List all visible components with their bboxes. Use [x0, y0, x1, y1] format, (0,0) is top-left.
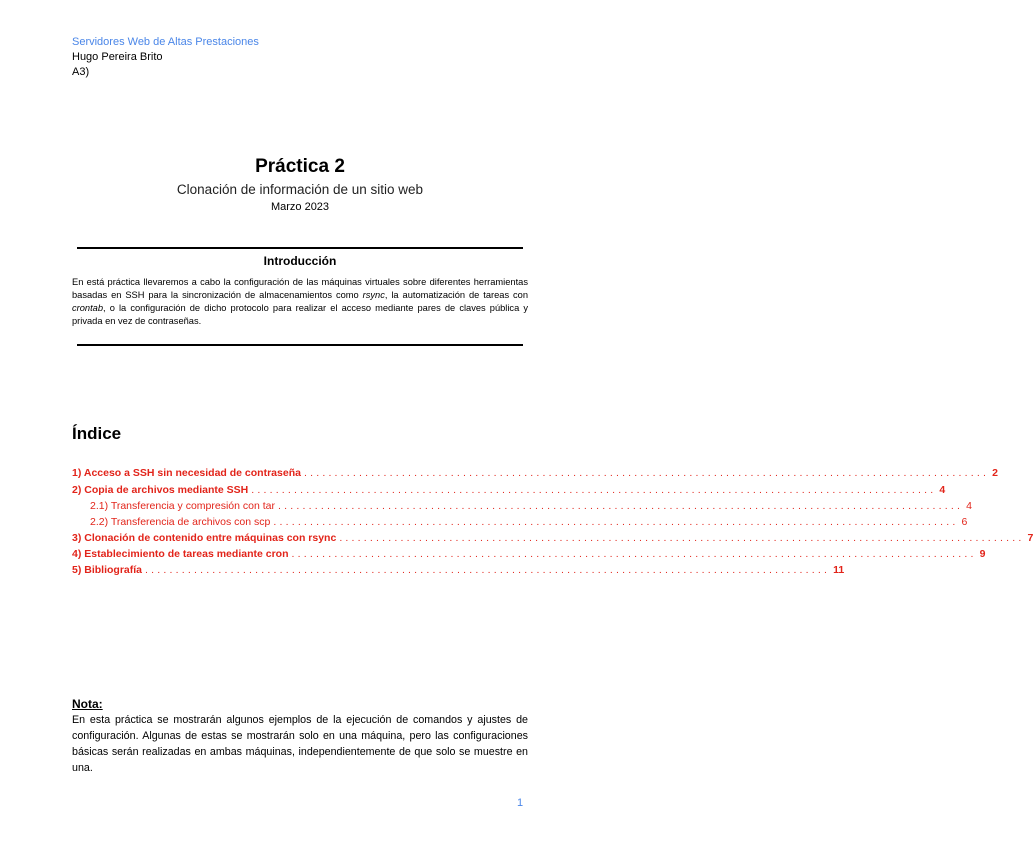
header-author: Hugo Pereira Brito	[72, 51, 163, 63]
toc-entry-page: 9	[979, 548, 986, 560]
toc-leader-dots: ................................................................................................................	[303, 467, 990, 479]
toc-leader-dots: ................................................................................................................	[251, 484, 937, 496]
toc-entry-1[interactable]	[72, 467, 998, 481]
intro-paragraph	[72, 276, 528, 328]
intro-emphasis-rsync: rsync	[362, 290, 385, 300]
toc-leader-dots: ................................................................................................................	[278, 500, 964, 512]
note-heading: Nota:	[72, 697, 103, 711]
page-number: 1	[517, 797, 524, 809]
toc-leader-dots: ................................................................................................................	[145, 564, 831, 576]
top-divider	[77, 247, 523, 249]
toc-leader-dots: ................................................................................................................	[291, 548, 977, 560]
toc-entry-label: 1) Acceso a SSH sin necesidad de contraseña	[72, 467, 301, 479]
toc-entry-label: 2.1) Transferencia y compresión con tar	[90, 500, 276, 512]
intro-text-1: En está práctica llevaremos a cabo la configuración de las máquinas virtuales sobre diferentes herramientas basadas en SSH para la sincronización de almacenamientos como	[72, 277, 528, 300]
toc-entry-label: 4) Establecimiento de tareas mediante cron	[72, 548, 289, 560]
toc-entry-4[interactable]	[72, 548, 986, 562]
header-course: Servidores Web de Altas Prestaciones	[72, 36, 259, 48]
intro-text-3: , o la configuración de dicho protocolo para realizar el acceso mediante pares de claves pública y privada en vez de contraseñas.	[72, 303, 528, 326]
toc-entry-page: 4	[966, 500, 972, 512]
intro-text-2: , la automatización de tareas con	[384, 290, 529, 300]
header-group: A3)	[72, 66, 90, 78]
toc-entry-2-2[interactable]	[72, 516, 968, 530]
intro-heading: Introducción	[263, 254, 337, 268]
toc-entry-2-1[interactable]	[72, 500, 972, 514]
toc-leader-dots: ................................................................................................................	[339, 532, 1025, 544]
toc-entry-2[interactable]	[72, 484, 946, 498]
toc-entry-label: 2.2) Transferencia de archivos con scp	[90, 516, 271, 528]
intro-emphasis-crontab: crontab	[72, 303, 104, 313]
bottom-divider	[77, 344, 523, 346]
note-paragraph: En esta práctica se mostrarán algunos ejemplos de la ejecución de comandos y ajustes de configuración. Algunas de estas se mostrarán solo en una máquina, pero las configuraciones básicas serán realizadas en ambas máquinas, independientemente de que solo se muestre en una.	[72, 714, 528, 774]
toc-entry-5[interactable]	[72, 564, 845, 578]
toc-entry-label: 2) Copia de archivos mediante SSH	[72, 484, 249, 496]
toc-leader-dots: ................................................................................................................	[273, 516, 959, 528]
toc-entry-page: 7	[1027, 532, 1033, 544]
toc-entry-page: 2	[992, 467, 998, 479]
toc-entry-page: 4	[939, 484, 946, 496]
index-heading: Índice	[72, 424, 122, 443]
document-date: Marzo 2023	[270, 201, 330, 213]
toc-entry-3[interactable]	[72, 532, 1033, 546]
toc-entry-page: 6	[961, 516, 968, 528]
toc-entry-label: 3) Clonación de contenido entre máquinas con rsync	[72, 532, 337, 544]
toc-entry-page: 11	[833, 564, 845, 576]
document-title: Práctica 2	[255, 156, 345, 177]
toc-entry-label: 5) Bibliografía	[72, 564, 143, 576]
document-subtitle: Clonación de información de un sitio web	[176, 182, 424, 197]
